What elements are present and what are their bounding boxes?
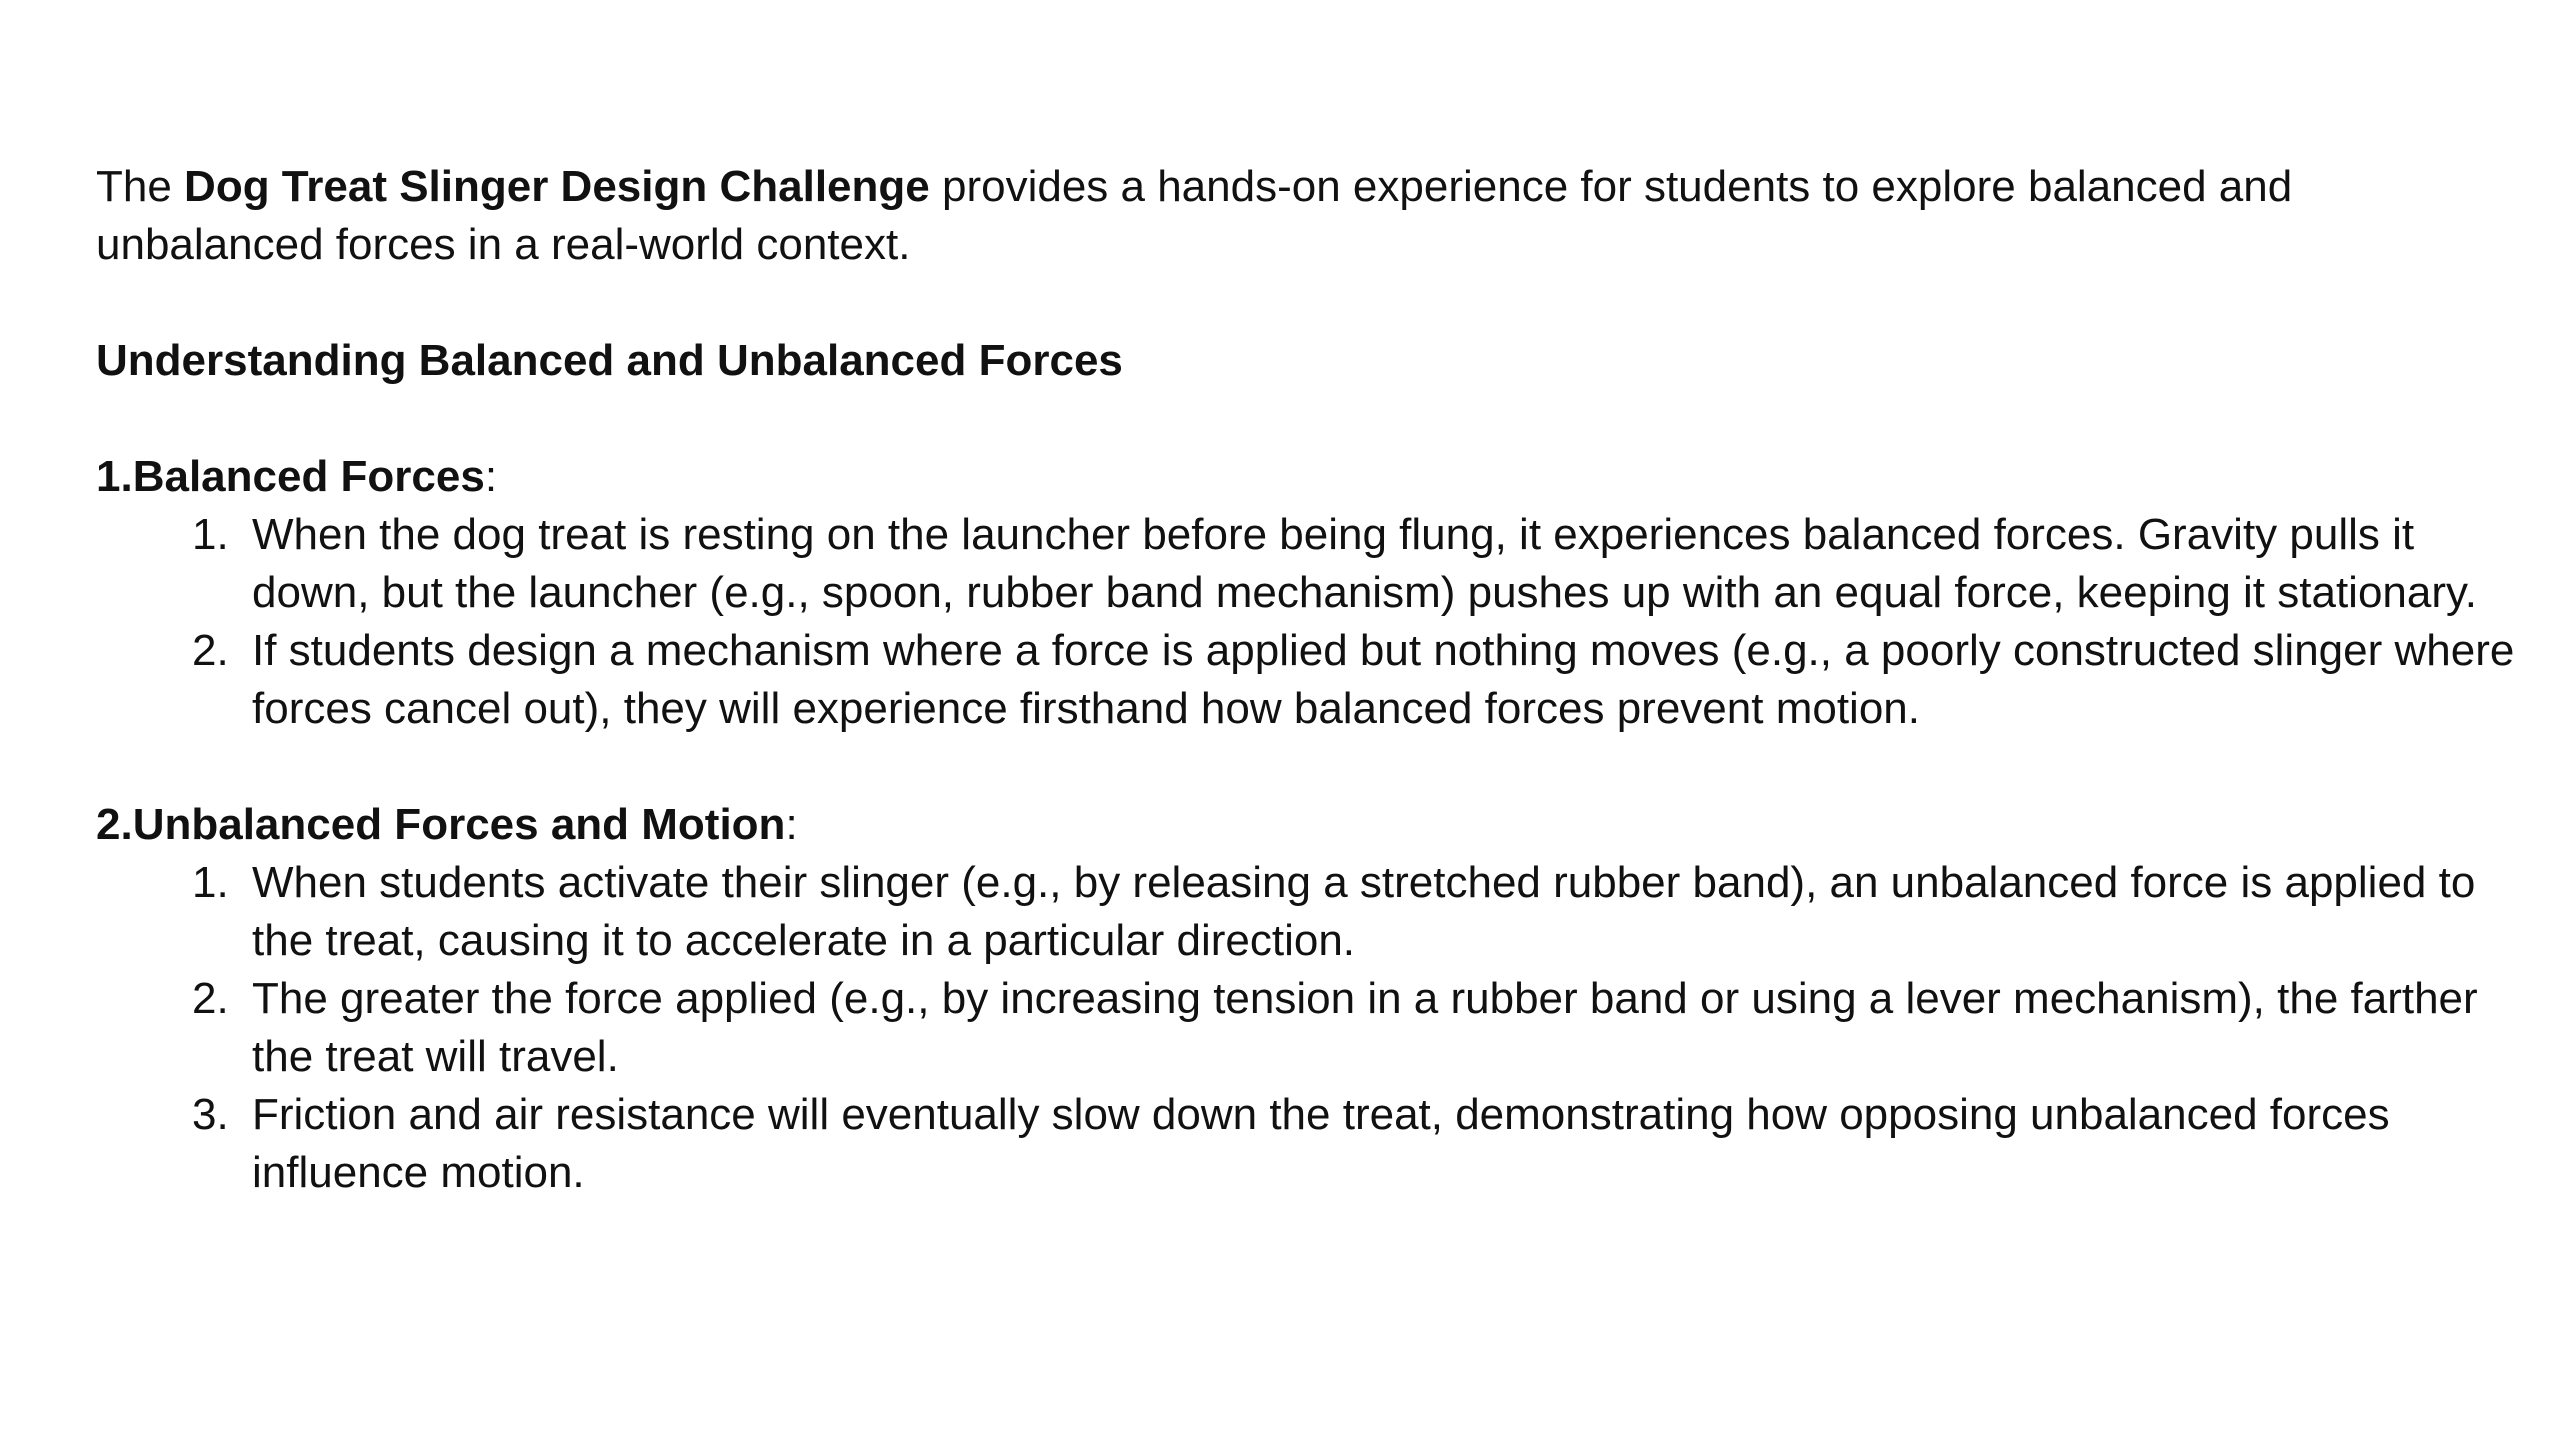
- slide-content: [96, 158, 2516, 1202]
- section-title-colon: :: [785, 800, 798, 849]
- balanced-forces-list: [96, 506, 2516, 738]
- list-item-text: The greater the force applied (e.g., by increasing tension in a rubber band or using a lever mechanism), the farther the treat will travel.: [252, 974, 2478, 1081]
- list-item-text: When the dog treat is resting on the launcher before being flung, it experiences balanced forces. Gravity pulls it down, but the launcher (e.g., spoon, rubber band mechanism) pushes up with an equal force, keeping it stationary.: [252, 510, 2477, 617]
- list-item-text: When students activate their slinger (e.g., by releasing a stretched rubber band), an unbalanced force is applied to the treat, causing it to accelerate in a particular direction.: [252, 858, 2476, 965]
- intro-paragraph: [96, 158, 2516, 274]
- intro-prefix: The: [96, 162, 185, 211]
- list-item: [96, 1086, 2516, 1202]
- intro-suffix: provides a hands-on experience for students to explore balanced and unbalanced forces in a real-world context.: [96, 162, 2293, 269]
- section-title-unbalanced: [96, 796, 2516, 854]
- section-heading: Understanding Balanced and Unbalanced Forces: [96, 336, 1123, 385]
- challenge-name: Dog Treat Slinger Design Challenge: [184, 162, 930, 211]
- section-title-balanced: [96, 448, 2516, 506]
- unbalanced-forces-list: [96, 854, 2516, 1202]
- list-item-number: 2.: [192, 974, 229, 1023]
- list-item-number: 1.: [192, 858, 229, 907]
- list-item-number: 3.: [192, 1090, 229, 1139]
- list-item: [96, 854, 2516, 970]
- list-item-number: 2.: [192, 626, 229, 675]
- list-item: [96, 506, 2516, 622]
- list-item-text: Friction and air resistance will eventually slow down the treat, demonstrating how opposing unbalanced forces influence motion.: [252, 1090, 2390, 1197]
- list-item: [96, 622, 2516, 738]
- section-title-colon: :: [484, 452, 498, 501]
- list-item-number: 1.: [192, 510, 229, 559]
- list-item: [96, 970, 2516, 1086]
- section-title-text: 2.Unbalanced Forces and Motion: [96, 800, 786, 849]
- section-title-text: 1.Balanced Forces: [96, 452, 485, 501]
- list-item-text: If students design a mechanism where a force is applied but nothing moves (e.g., a poorly constructed slinger where forces cancel out), they will experience firsthand how balanced forces prevent motion.: [252, 626, 2515, 733]
